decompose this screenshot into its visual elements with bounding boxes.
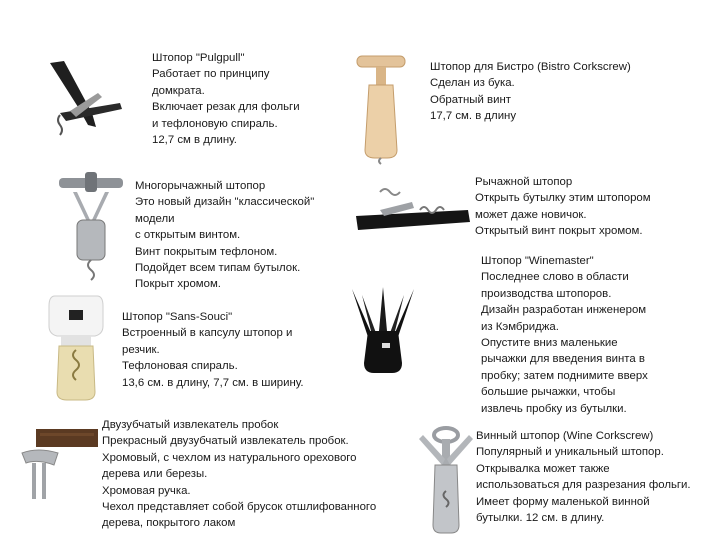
item-line: Встроенный в капсулу штопор и [122,327,293,340]
item-line: Работает по принципу [152,68,270,81]
item-multi-lever [135,178,314,293]
item-line: 12,7 см в длину. [152,134,237,147]
sans-souci-corkscrew-image [45,292,107,404]
item-line: использоваться для разрезания фольги. [476,479,691,492]
item-title: Штопор "Pulgpull" [152,52,245,64]
pulgpull-corkscrew-image [30,55,130,140]
item-sans-souci [122,309,304,391]
item-line: Последнее слово в области [481,271,629,284]
item-line: Открывалка может также [476,462,610,475]
item-line: Хромовый, с чехлом из натурального орехового [102,451,357,464]
item-line: Обратный винт [430,93,511,106]
lever-corkscrew-image [350,180,472,242]
bistro-corkscrew-image [355,50,407,168]
item-line: Покрыт хромом. [135,278,221,291]
item-line: с открытым винтом. [135,229,241,242]
item-two-prong [102,417,376,532]
item-title: Рычажной штопор [475,176,573,188]
two-prong-cork-puller-image [18,425,100,503]
item-line: извлечь пробку из бутылки. [481,402,627,415]
item-line: Включает резак для фольги [152,101,300,114]
item-line: из Кэмбриджа. [481,320,559,333]
wing-corkscrew-image [415,425,477,537]
item-bistro [430,59,631,125]
item-title: Штопор "Sans-Souci" [122,311,233,323]
item-line: Прекрасный двузубчатый извлекатель пробок. [102,435,349,448]
item-line: производства штопоров. [481,287,612,300]
item-line: Чехол представляет собой брусок отшлифованного [102,501,377,514]
item-title: Многорычажный штопор [135,180,266,192]
item-title: Штопор "Winemaster" [481,255,594,267]
item-line: Открыть бутылку этим штопором [475,192,651,205]
item-line: Винт покрытым тефлоном. [135,245,278,258]
item-line: Тефлоновая спираль. [122,360,238,373]
item-title: Двузубчатый извлекатель пробок [102,419,279,431]
item-line: Имеет форму маленькой винной [476,495,650,508]
item-wine-corkscrew [476,428,691,526]
item-line: дерева, покрытого лаком [102,517,236,530]
item-line: и тефлоновую спираль. [152,117,278,130]
item-winemaster [481,253,648,417]
item-line: большие рычажки, чтобы [481,386,616,399]
item-line: домкрата. [152,84,205,97]
item-line: рычажки для введения винта в [481,353,645,366]
winemaster-corkscrew-image [348,285,418,377]
item-line: может даже новичок. [475,208,587,221]
item-line: пробку; затем поднимите вверх [481,369,648,382]
item-line: Опустите вниз маленькие [481,337,618,350]
item-line: Дизайн разработан инженером [481,304,647,317]
item-line: бутылки. 12 см. в длину. [476,512,605,525]
item-line: Хромовая ручка. [102,484,191,497]
item-line: Это новый дизайн "классической" [135,196,315,209]
item-line: Популярный и уникальный штопор. [476,446,664,459]
item-line: Сделан из бука. [430,77,515,90]
item-title: Винный штопор (Wine Corkscrew) [476,430,654,442]
item-line: Подойдет всем типам бутылок. [135,262,301,275]
item-line: резчик. [122,343,160,356]
item-title: Штопор для Бистро (Bistro Corkscrew) [430,61,631,73]
item-line: модели [135,212,175,225]
item-pulgpull [152,50,300,148]
item-line: дерева или березы. [102,468,208,481]
multi-lever-corkscrew-image [55,170,127,290]
item-lever [475,174,651,240]
item-line: 13,6 см. в длину, 7,7 см. в ширину. [122,376,304,389]
item-line: Открытый винт покрыт хромом. [475,225,643,238]
item-line: 17,7 см. в длину [430,110,517,123]
